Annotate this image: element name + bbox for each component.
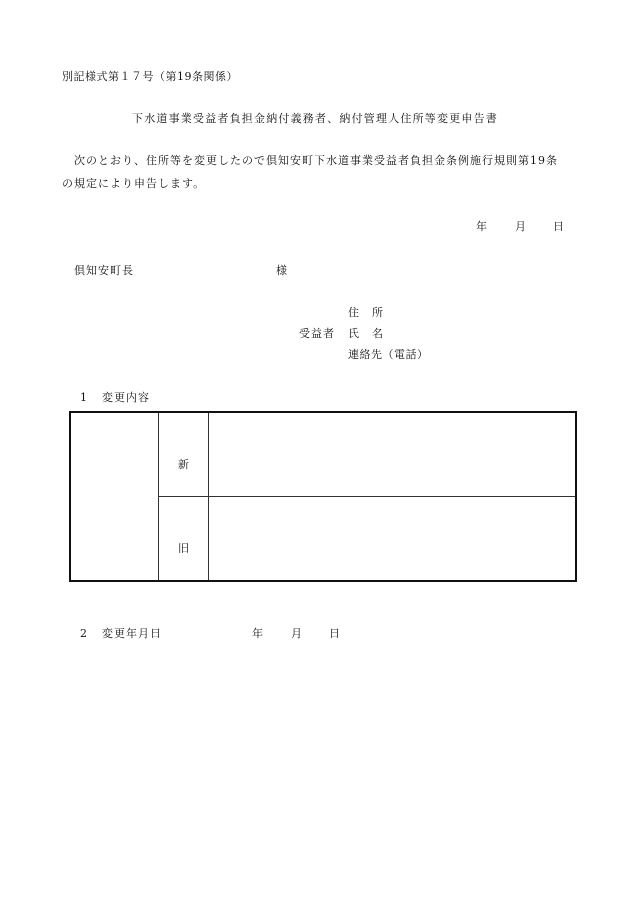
addressee-honorific: 様: [276, 264, 287, 277]
change-date-year-label: 年: [252, 627, 263, 640]
change-date-day-label: 日: [329, 627, 340, 640]
address-label: 住所: [348, 306, 396, 319]
section-2-number: 2: [80, 627, 88, 640]
table-divider: [158, 496, 575, 497]
section-2-title: 変更年月日: [102, 627, 162, 640]
date-day-label: 日: [553, 220, 564, 233]
document-title: 下水道事業受益者負担金納付義務者、納付管理人住所等変更申告書: [132, 112, 498, 125]
addressee-name: 倶知安町長: [74, 264, 134, 277]
contact-phone-label: 連絡先（電話）: [348, 348, 429, 361]
new-row-label: 新: [178, 458, 189, 471]
name-label: 氏名: [348, 327, 396, 340]
date-year-label: 年: [476, 220, 487, 233]
old-content-field[interactable]: [210, 499, 573, 577]
new-content-field[interactable]: [210, 415, 573, 493]
section-1-heading: [80, 392, 150, 403]
old-row-label: 旧: [178, 542, 189, 555]
change-details-table: [69, 411, 577, 582]
section-1-title: 変更内容: [102, 391, 150, 404]
body-text-line-1: 次のとおり、住所等を変更したので倶知安町下水道事業受益者負担金条例施行規則第19条: [62, 154, 558, 167]
section-2-heading: [80, 628, 162, 639]
change-date-month-label: 月: [291, 627, 302, 640]
section-1-number: 1: [80, 391, 88, 404]
form-number: 別記様式第１７号（第19条関係）: [62, 70, 238, 83]
date-month-label: 月: [515, 220, 526, 233]
beneficiary-label: 受益者: [299, 327, 335, 340]
body-text-line-2: の規定により申告します。: [62, 177, 206, 190]
